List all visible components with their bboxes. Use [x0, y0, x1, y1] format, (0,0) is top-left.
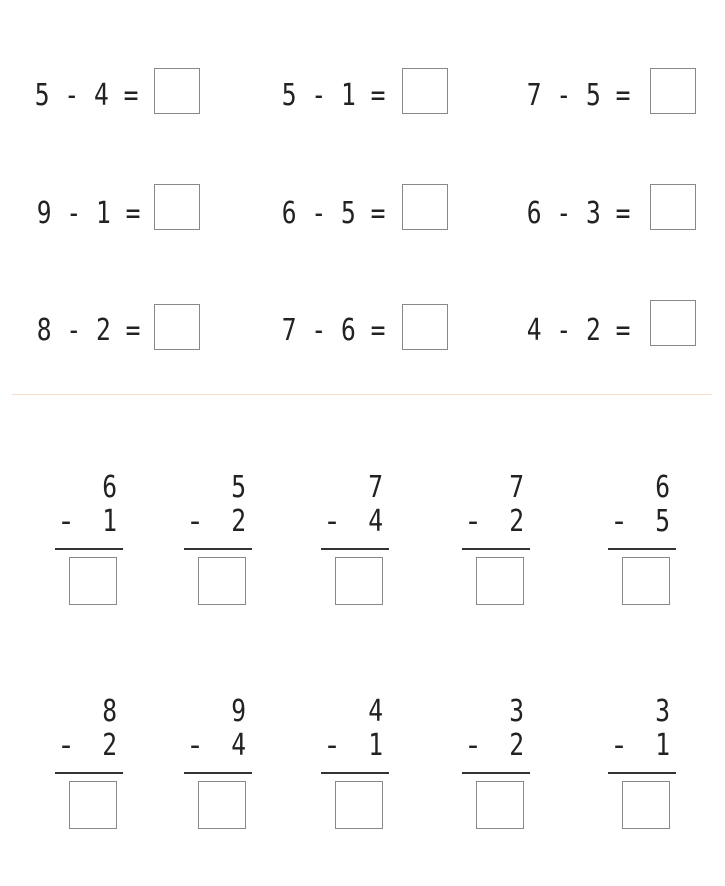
answer-box-v5[interactable] [622, 557, 670, 605]
answer-line [462, 548, 530, 550]
answer-line [55, 548, 123, 550]
minuend: 8 [102, 694, 117, 729]
answer-box-h5[interactable] [402, 184, 448, 230]
subtrahend: 2 [509, 728, 524, 763]
answer-line [55, 772, 123, 774]
minuend: 9 [231, 694, 246, 729]
minus-sign: - [57, 504, 76, 539]
horizontal-problem-7 [20, 305, 140, 355]
minuend: 7 [368, 470, 383, 505]
answer-box-h7[interactable] [154, 304, 200, 350]
minus-sign: - [464, 728, 483, 763]
horizontal-problem-2 [265, 70, 385, 120]
answer-box-v6[interactable] [69, 781, 117, 829]
subtrahend: 1 [368, 728, 383, 763]
subtrahend: 2 [509, 504, 524, 539]
minuend: 7 [509, 470, 524, 505]
problem-text: 5 - 4 = [34, 77, 138, 113]
subtrahend: 1 [102, 504, 117, 539]
minus-sign: - [323, 728, 342, 763]
horizontal-problem-8 [265, 305, 385, 355]
answer-box-v2[interactable] [198, 557, 246, 605]
minuend: 4 [368, 694, 383, 729]
subtrahend: 5 [655, 504, 670, 539]
section-divider [12, 394, 712, 395]
problem-text: 6 - 3 = [526, 195, 630, 231]
answer-box-h6[interactable] [650, 184, 696, 230]
horizontal-problem-3 [510, 70, 630, 120]
answer-box-v1[interactable] [69, 557, 117, 605]
problem-text: 7 - 6 = [281, 312, 385, 348]
minuend: 3 [655, 694, 670, 729]
subtrahend: 1 [655, 728, 670, 763]
problem-text: 4 - 2 = [526, 312, 630, 348]
horizontal-problem-9 [510, 305, 630, 355]
answer-box-v9[interactable] [476, 781, 524, 829]
minus-sign: - [464, 504, 483, 539]
answer-line [321, 548, 389, 550]
subtrahend: 4 [368, 504, 383, 539]
answer-box-v7[interactable] [198, 781, 246, 829]
answer-box-h3[interactable] [650, 68, 696, 114]
answer-box-v10[interactable] [622, 781, 670, 829]
answer-box-v8[interactable] [335, 781, 383, 829]
problem-text: 8 - 2 = [36, 312, 140, 348]
minuend: 3 [509, 694, 524, 729]
answer-line [184, 772, 252, 774]
problem-text: 9 - 1 = [36, 195, 140, 231]
answer-line [462, 772, 530, 774]
horizontal-problem-1 [20, 70, 138, 120]
minus-sign: - [323, 504, 342, 539]
problem-text: 5 - 1 = [281, 77, 385, 113]
answer-box-h4[interactable] [154, 184, 200, 230]
answer-box-h8[interactable] [402, 304, 448, 350]
answer-line [608, 548, 676, 550]
minus-sign: - [186, 728, 205, 763]
problem-text: 7 - 5 = [526, 77, 630, 113]
minuend: 6 [102, 470, 117, 505]
answer-box-h1[interactable] [154, 68, 200, 114]
subtrahend: 2 [102, 728, 117, 763]
horizontal-problem-4 [20, 188, 140, 238]
minus-sign: - [610, 728, 629, 763]
minuend: 5 [231, 470, 246, 505]
answer-box-h9[interactable] [650, 300, 696, 346]
answer-line [608, 772, 676, 774]
minus-sign: - [186, 504, 205, 539]
answer-box-h2[interactable] [402, 68, 448, 114]
answer-box-v3[interactable] [335, 557, 383, 605]
subtrahend: 4 [231, 728, 246, 763]
subtrahend: 2 [231, 504, 246, 539]
answer-line [321, 772, 389, 774]
minuend: 6 [655, 470, 670, 505]
answer-line [184, 548, 252, 550]
answer-box-v4[interactable] [476, 557, 524, 605]
problem-text: 6 - 5 = [281, 195, 385, 231]
horizontal-problem-5 [265, 188, 385, 238]
minus-sign: - [610, 504, 629, 539]
horizontal-problem-6 [510, 188, 630, 238]
minus-sign: - [57, 728, 76, 763]
